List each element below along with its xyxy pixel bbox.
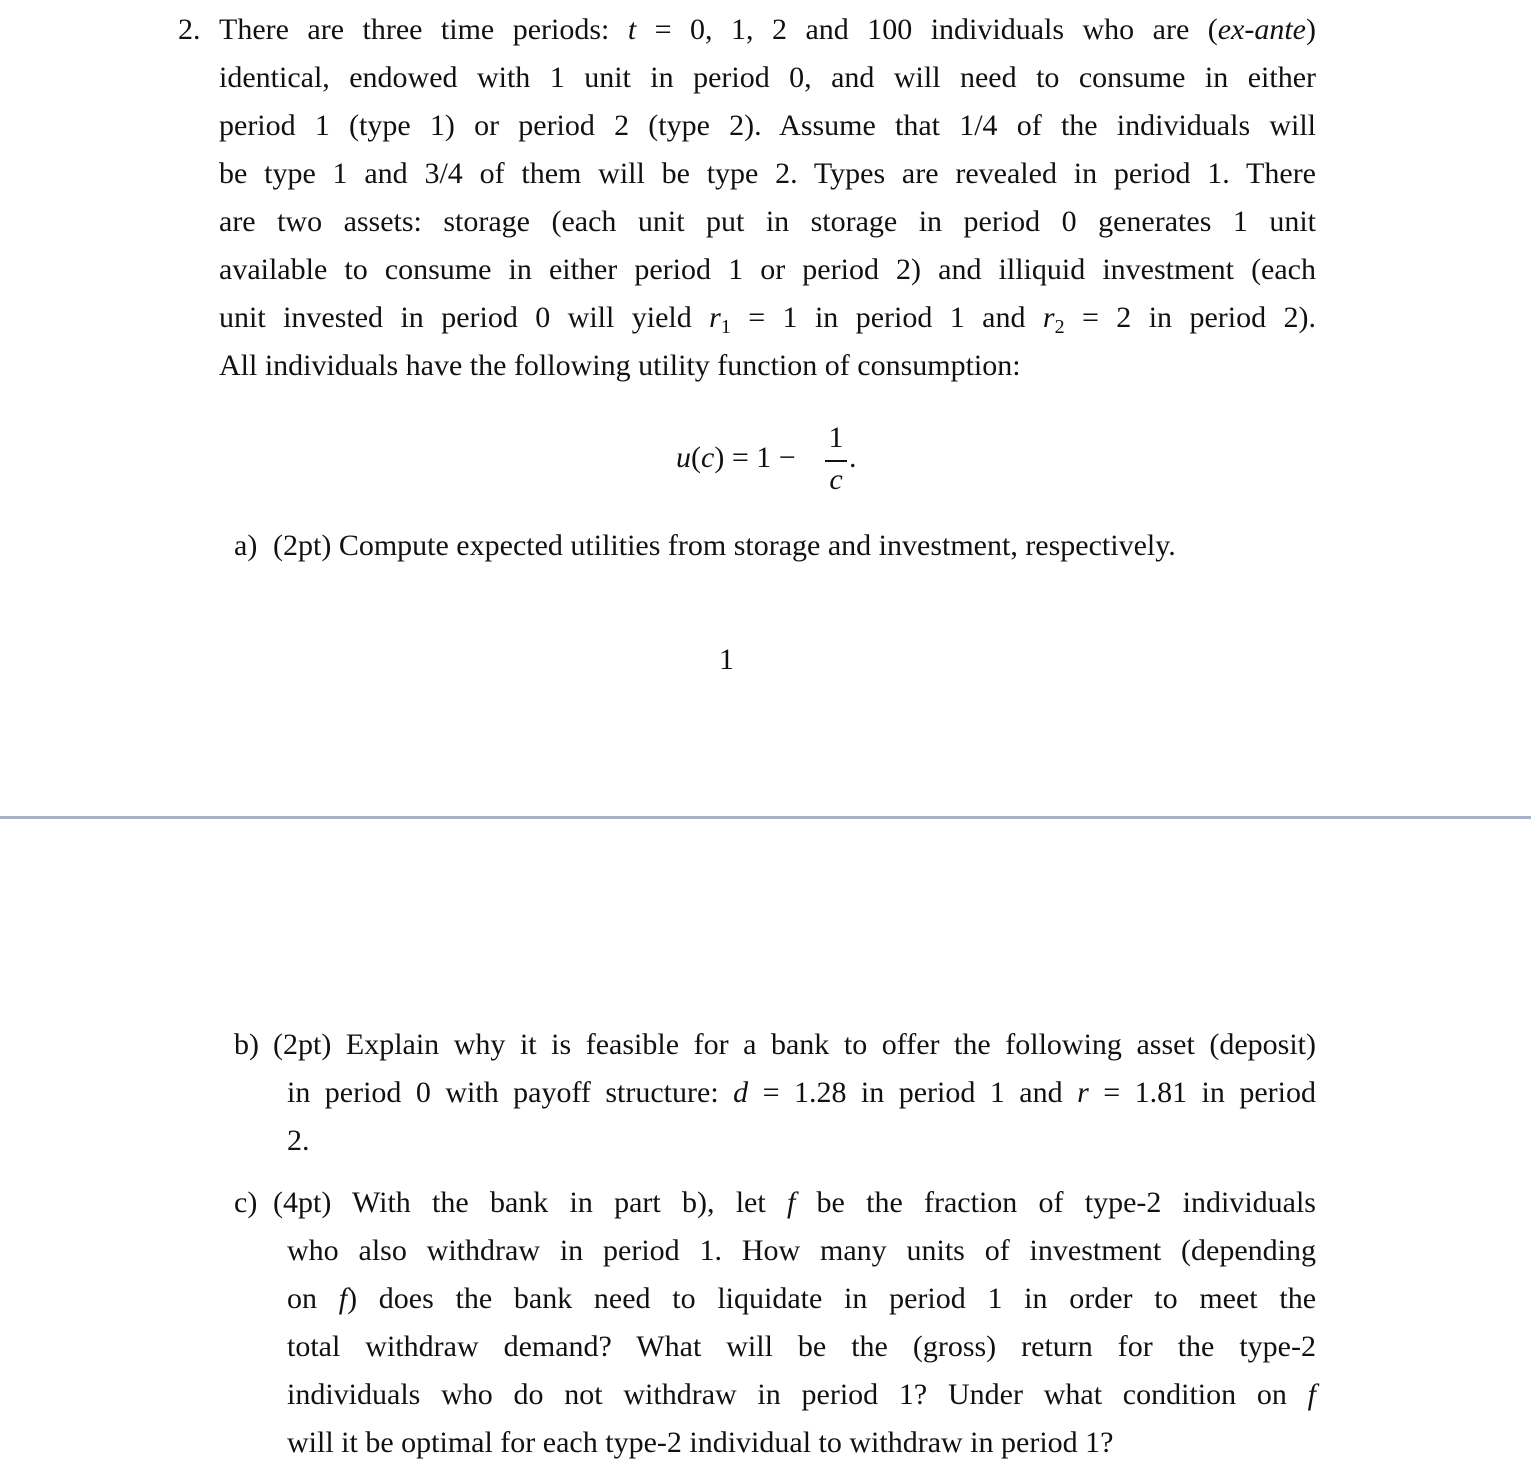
part-b-line-1: (2pt) Explain why it is feasible for a bank to offer the following asset (deposit) xyxy=(273,1028,1316,1061)
intro-line-6: available to consume in either period 1 or period 2) and illiquid investment (each xyxy=(219,253,1316,286)
part-c-line-1: (4pt) With the bank in part b), let f be the fraction of type-2 individuals xyxy=(273,1186,1316,1219)
question-number: 2. xyxy=(178,13,201,46)
utility-formula: u(c) = 1 − 1 c . xyxy=(676,421,857,496)
intro-line-5: are two assets: storage (each unit put in storage in period 0 generates 1 unit xyxy=(219,205,1316,238)
part-b-line-3: 2. xyxy=(287,1124,310,1157)
part-c-line-5: individuals who do not withdraw in period 1? Under what condition on f xyxy=(287,1378,1316,1411)
intro-line-7: unit invested in period 0 will yield $r_1 = 1$ in period 1 and $r_2 = 2$ in period 2). xyxy=(219,301,1316,338)
part-c-line-6: will it be optimal for each type-2 individual to withdraw in period 1? xyxy=(287,1426,1114,1459)
part-c-label: c) xyxy=(234,1186,258,1219)
part-c-line-4: total withdraw demand? What will be the (gross) return for the type-2 xyxy=(287,1330,1316,1363)
part-c-line-2: who also withdraw in period 1. How many units of investment (depending xyxy=(287,1234,1316,1267)
intro-line-2: identical, endowed with 1 unit in period 0, and will need to consume in either xyxy=(219,61,1316,94)
part-a-text: (2pt) Compute expected utilities from storage and investment, respectively. xyxy=(273,529,1176,562)
part-c-line-3: on f) does the bank need to liquidate in period 1 in order to meet the xyxy=(287,1282,1317,1315)
page-number: 1 xyxy=(719,643,734,676)
intro-line-4: be type 1 and 3/4 of them will be type 2. Types are revealed in period 1. There xyxy=(219,157,1316,190)
intro-line-1: There are three time periods: t = 0, 1, 2 and 100 individuals who are (ex-ante) xyxy=(219,13,1316,46)
part-b-line-2: in period 0 with payoff structure: d = 1.28 in period 1 and r = 1.81 in period xyxy=(287,1076,1316,1109)
page-separator xyxy=(0,816,1531,819)
formula-fraction: 1 c xyxy=(824,420,848,498)
page-2 xyxy=(0,820,1531,1474)
part-b-label: b) xyxy=(234,1028,259,1061)
part-a-label: a) xyxy=(234,529,258,562)
intro-line-8: All individuals have the following utility function of consumption: xyxy=(219,349,1021,382)
intro-line-3: period 1 (type 1) or period 2 (type 2). Assume that 1/4 of the individuals will xyxy=(219,109,1316,142)
